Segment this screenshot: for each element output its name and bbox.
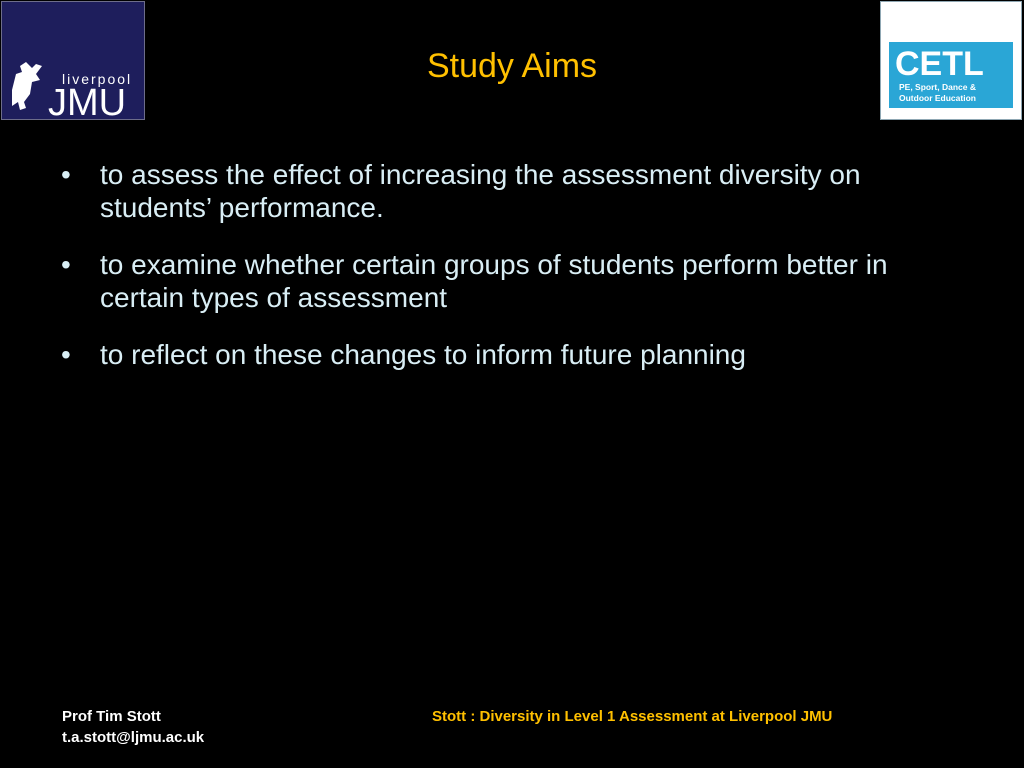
footer-author-block (62, 706, 204, 748)
bullet-text: to reflect on these changes to inform future planning (100, 339, 746, 370)
bullet-item (59, 248, 959, 314)
footer-author: Prof Tim Stott (62, 708, 161, 725)
bullet-icon: • (61, 159, 71, 190)
footer-presentation-title: Stott : Diversity in Level 1 Assessment at Liverpool JMU (432, 708, 833, 725)
svg-text:PE, Sport, Dance &: PE, Sport, Dance & (899, 82, 976, 92)
bullet-icon: • (61, 249, 71, 280)
bullet-item (59, 158, 959, 224)
svg-text:liverpool: liverpool (62, 71, 133, 87)
svg-text:CETL: CETL (895, 45, 984, 83)
bullet-item (59, 338, 959, 371)
bullet-text: to assess the effect of increasing the assessment diversity on students’ performance. (100, 159, 861, 223)
bullet-icon: • (61, 339, 71, 370)
slide-title: Study Aims (426, 47, 598, 85)
bullet-list (59, 158, 959, 395)
bullet-text: to examine whether certain groups of students perform better in certain types of assessment (100, 249, 888, 313)
svg-text:JMU: JMU (48, 82, 127, 119)
footer-email: t.a.stott@ljmu.ac.uk (62, 729, 205, 746)
svg-text:Outdoor Education: Outdoor Education (899, 93, 976, 103)
